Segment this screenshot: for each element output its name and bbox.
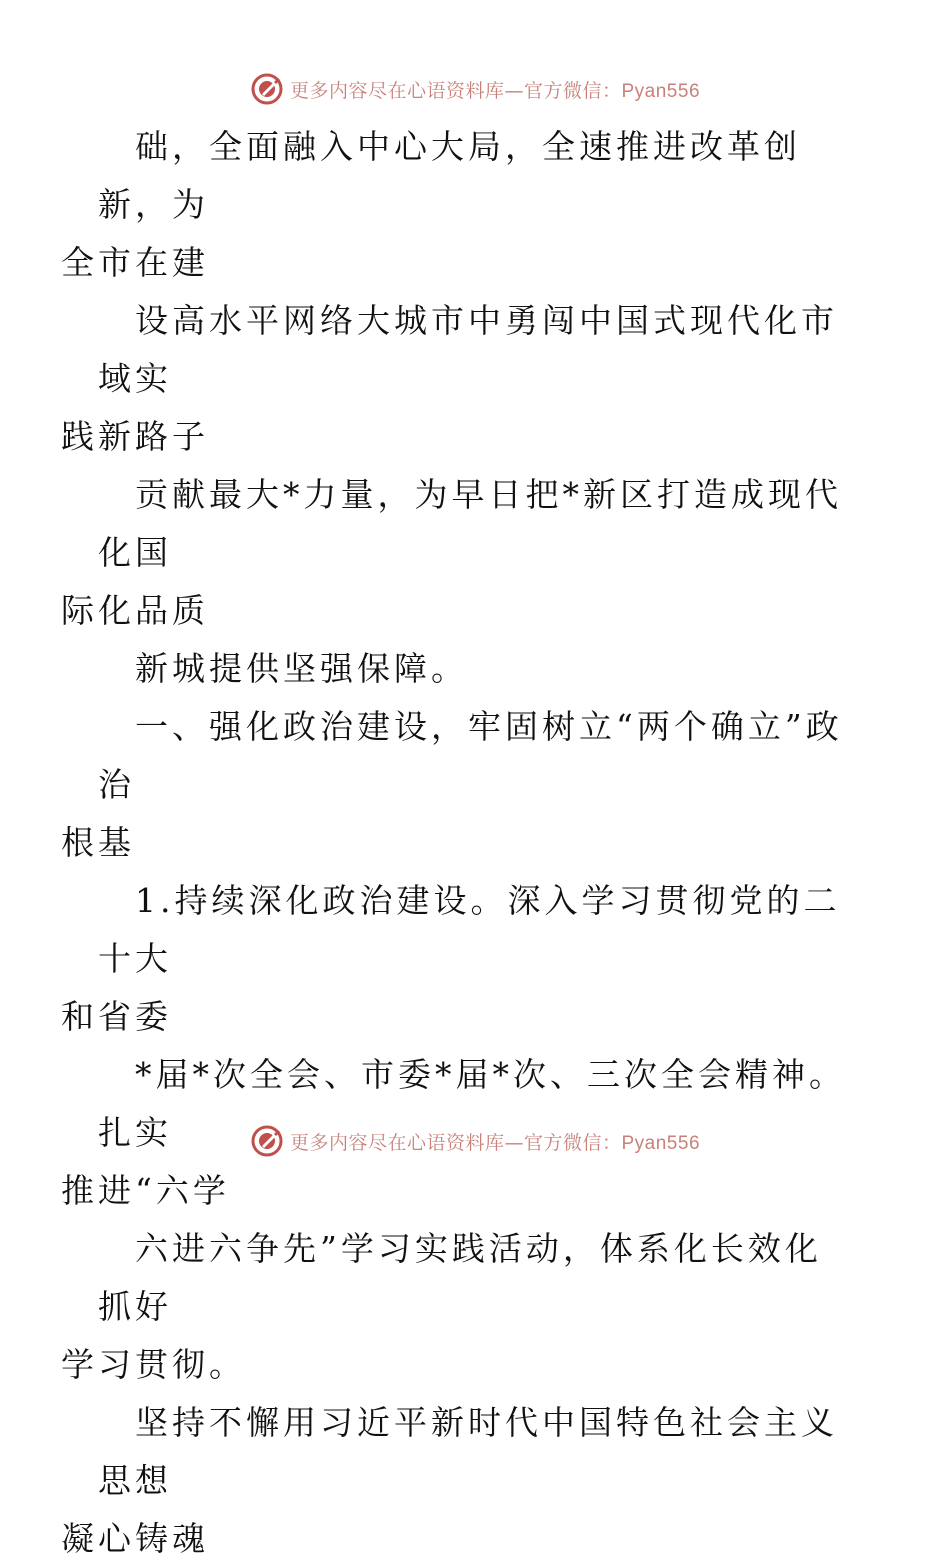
document-body [61,118,858,1568]
paragraph-5: 1.持续深化政治建设。深入学习贯彻党的二十大 和省委 [61,881,841,1036]
paragraph-8: 坚持不懈用习近平新时代中国特色社会主义思想 凝心铸魂 [61,1403,838,1558]
pen-logo-icon [250,72,284,106]
footer-watermark [0,1124,950,1158]
paragraph-7: 六进六争先”学习实践活动，体系化长效化抓好 学习贯彻。 [61,1229,822,1384]
paragraph-6: *届*次全会、市委*届*次、三次全会精神。扎实 推进“六学 [61,1055,846,1210]
section-heading-1: 一、强化政治建设，牢固树立“两个确立”政治 根基 [61,707,843,862]
paragraph-4: 新城提供坚强保障。 [135,649,468,688]
paragraph-2: 设高水平网络大城市中勇闯中国式现代化市域实 践新路子 [61,301,838,456]
watermark-text: 更多内容尽在心语资料库—官方微信：Pyan556 [289,79,701,102]
watermark-text: 更多内容尽在心语资料库—官方微信：Pyan556 [289,1131,701,1154]
paragraph-1: 础，全面融入中心大局，全速推进改革创新，为 全市在建 [61,127,801,282]
header-watermark [0,72,950,106]
paragraph-3: 贡献最大*力量，为早日把*新区打造成现代化国 际化品质 [61,475,842,630]
pen-logo-icon [250,1124,284,1158]
